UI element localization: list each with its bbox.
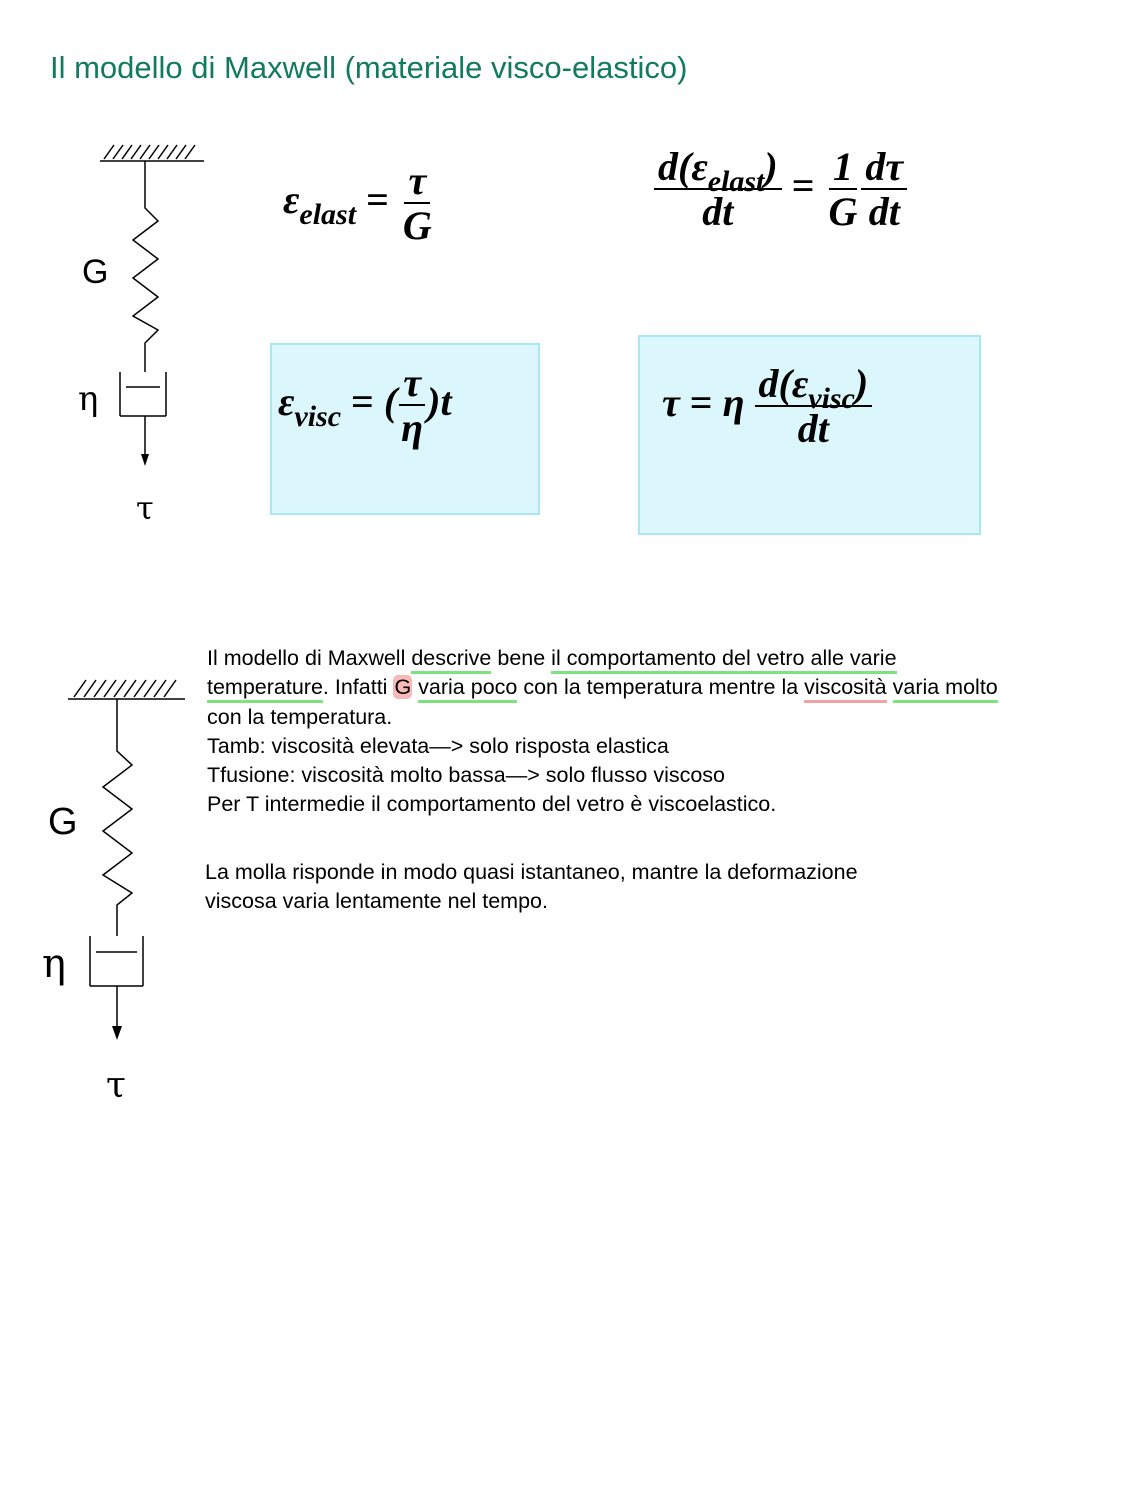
explanation-text-2 — [205, 858, 1135, 917]
highlight-descrive: descrive — [411, 646, 491, 674]
eq-vrate-num — [755, 361, 873, 415]
stress-label-top: τ — [136, 489, 154, 527]
eq-visc-lhs-sub: visc — [294, 399, 342, 433]
note-line-3: con la temperatura. — [207, 704, 393, 729]
eq-rate-rhs-den: dt — [868, 189, 900, 234]
eq-visc-close: )t — [427, 379, 452, 425]
equation-viscous — [278, 362, 452, 450]
eq-visc-fraction — [397, 362, 427, 450]
eq-visc-num: τ — [399, 362, 425, 406]
eq-vrate-op: = — [689, 380, 713, 426]
note2-line-2: viscosa varia lentamente nel tempo. — [205, 889, 548, 914]
eq-elastic-lhs-sub: elast — [299, 197, 357, 231]
highlight-viscosita: viscosità — [804, 675, 886, 703]
eq-rate-lhs-num-close: ) — [764, 144, 778, 189]
eq-elastic-fraction — [399, 160, 436, 248]
explanation-text — [207, 644, 1137, 820]
diagram-bottom — [68, 680, 185, 1040]
note-l1-a: Il modello di Maxwell — [207, 646, 412, 670]
eq-elastic-op: = — [366, 177, 389, 223]
eq-rate-rhs-fraction — [861, 146, 907, 234]
eq-elastic-num: τ — [404, 160, 430, 204]
highlight-varia-molto: varia molto — [893, 675, 998, 703]
equation-elastic — [283, 160, 436, 248]
eq-rate-rhs-num: dτ — [861, 146, 907, 190]
eq-rate-op: = — [791, 163, 815, 209]
highlight-g: G — [394, 675, 412, 700]
stress-label-bottom: τ — [106, 1065, 126, 1106]
eq-vrate-lhs: τ — [662, 380, 680, 426]
eq-vrate-num-sub: visc — [808, 381, 855, 415]
dashpot-label-bottom: η — [42, 941, 66, 987]
eq-rate-lhs-den: dt — [702, 189, 734, 234]
note-line-6: Per T intermedie il comportamento del vetro è viscoelastico. — [207, 792, 777, 817]
dashpot-top — [120, 372, 166, 458]
note2-line-1: La molla risponde in modo quasi istantaneo, mantre la deformazione — [205, 860, 858, 884]
note-l2-h — [887, 675, 893, 699]
eq-rate-lhs-num-sub: elast — [707, 164, 765, 198]
equation-viscous-rate — [662, 363, 872, 451]
eq-elastic-lhs: ε — [283, 177, 300, 223]
eq-vrate-num-close: ) — [854, 361, 869, 406]
note-l1-c: bene — [491, 646, 552, 670]
spring-bottom — [103, 699, 132, 936]
eq-vrate-den: dt — [797, 406, 829, 451]
spring-top — [133, 161, 158, 372]
eq-visc-open: ( — [383, 379, 398, 425]
dashpot-bottom — [90, 936, 143, 1030]
diagram-top — [100, 145, 204, 466]
spring-label-top: G — [82, 253, 109, 291]
eq-visc-lhs: ε — [278, 379, 295, 425]
highlight-varia-poco: varia poco — [418, 675, 517, 703]
note-l2-f: con la temperatura mentre la — [517, 675, 805, 700]
eq-elastic-den: G — [402, 203, 432, 248]
note-line-1 — [207, 644, 1137, 673]
note-line-2 — [207, 673, 1137, 702]
spring-label-bottom: G — [48, 801, 78, 843]
eq-rate-lhs-num — [654, 144, 782, 198]
note-l2-b: . Infatti — [322, 675, 394, 700]
page-title: Il modello di Maxwell (materiale visco-elastico) — [50, 50, 688, 85]
ground-hatch-top — [104, 145, 195, 159]
note-line-4: Tamb: viscosità elevata—> solo risposta elastica — [207, 733, 669, 758]
equation-elastic-rate — [654, 146, 907, 234]
eq-vrate-eta: η — [722, 380, 745, 426]
ground-hatch-bottom — [74, 680, 176, 697]
highlight-temperature: temperature — [207, 675, 323, 703]
eq-vrate-num-main: d(ε — [758, 361, 809, 406]
note-line-5: Tfusione: viscosità molto bassa—> solo flusso viscoso — [207, 763, 726, 788]
dashpot-label-top: η — [78, 379, 99, 419]
eq-rate-coef-num: 1 — [829, 146, 857, 190]
eq-visc-den: η — [401, 405, 424, 450]
eq-rate-coef-den: G — [828, 189, 858, 234]
eq-visc-op: = — [351, 379, 374, 425]
eq-vrate-fraction — [755, 363, 873, 451]
eq-rate-lhs-fraction — [654, 146, 782, 234]
eq-rate-lhs-num-main: d(ε — [658, 144, 708, 189]
eq-rate-coef-fraction — [825, 146, 862, 234]
highlight-comportamento: il comportamento del vetro alle varie — [551, 646, 896, 674]
